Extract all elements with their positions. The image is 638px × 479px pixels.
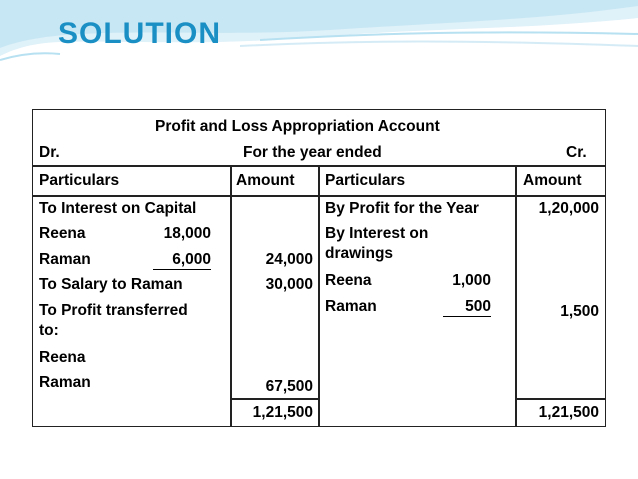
credit-total-rule: [515, 398, 605, 400]
particulars-header-right: Particulars: [325, 172, 406, 189]
debit-raman-label: Raman: [39, 251, 91, 268]
debit-profit-reena: Reena: [39, 349, 86, 366]
debit-profit-transferred: To Profit transferred: [39, 302, 188, 319]
account-title: Profit and Loss Appropriation Account: [155, 118, 440, 135]
credit-profit-for-year: By Profit for the Year: [325, 200, 479, 217]
appropriation-account-table: [32, 109, 606, 427]
debit-reena-label: Reena: [39, 225, 86, 242]
cr-label: Cr.: [566, 144, 587, 161]
period-label: For the year ended: [243, 144, 382, 161]
particulars-header-left: Particulars: [39, 172, 120, 189]
debit-profit-raman: Raman: [39, 374, 91, 391]
debit-total: 1,21,500: [252, 404, 313, 421]
debit-raman-value: 6,000: [153, 251, 211, 270]
credit-interest-on: By Interest on: [325, 225, 429, 242]
debit-salary-amount: 30,000: [265, 276, 313, 293]
credit-interest-amount: 1,500: [560, 303, 599, 320]
slide-title: SOLUTION: [58, 17, 221, 50]
credit-reena-value: 1,000: [452, 272, 491, 289]
credit-raman-value: 500: [443, 298, 491, 317]
credit-reena-label: Reena: [325, 272, 372, 289]
column-divider-2: [318, 165, 320, 426]
credit-total: 1,21,500: [538, 404, 599, 421]
debit-interest-on-capital: To Interest on Capital: [39, 200, 197, 217]
credit-profit-amount: 1,20,000: [538, 200, 599, 217]
debit-total-rule: [230, 398, 318, 400]
debit-reena-value: 18,000: [163, 225, 211, 242]
credit-raman-label: Raman: [325, 298, 377, 315]
dr-label: Dr.: [39, 144, 60, 161]
column-divider-1: [230, 165, 232, 426]
debit-profit-transferred-to: to:: [39, 322, 59, 339]
amount-header-left: Amount: [236, 172, 295, 189]
amount-header-right: Amount: [523, 172, 582, 189]
debit-salary: To Salary to Raman: [39, 276, 183, 293]
credit-drawings: drawings: [325, 245, 394, 262]
column-divider-3: [515, 165, 517, 426]
debit-interest-total: 24,000: [265, 251, 313, 268]
debit-profit-amount: 67,500: [265, 378, 313, 395]
